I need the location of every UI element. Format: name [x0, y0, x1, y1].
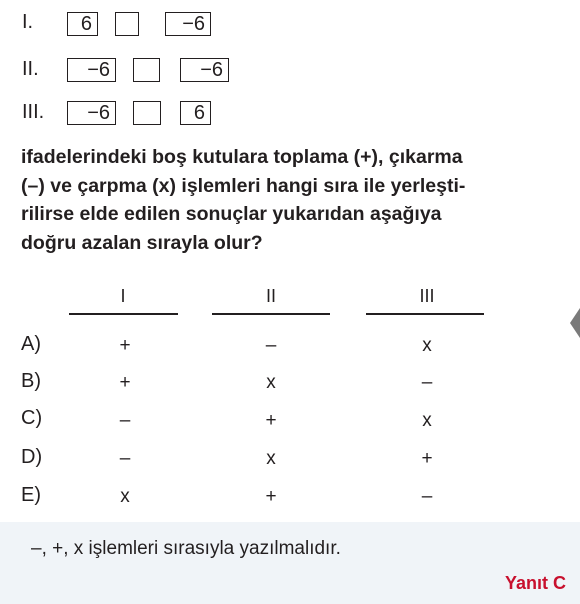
question-line: rilirse elde edilen sonuçlar yukarıdan aşağıya: [21, 203, 442, 225]
operator-symbol: +: [119, 335, 131, 356]
operator-symbol: +: [265, 410, 277, 431]
roman-label: I.: [22, 11, 34, 33]
roman-label: II.: [22, 58, 39, 80]
question-line: doğru azalan sırayla olur?: [21, 231, 263, 254]
empty-operator-box: [133, 101, 161, 125]
operator-symbol: x: [422, 410, 432, 431]
operator-symbol: –: [421, 372, 433, 393]
question-line: (–) ve çarpma (x) işlemleri hangi sıra ile yerleşti-: [21, 174, 466, 197]
operator-symbol: x: [120, 486, 130, 507]
operator-symbol: x: [422, 335, 432, 356]
empty-operator-box: [133, 58, 160, 82]
option-letter: B): [21, 370, 41, 392]
number-box: −6: [67, 101, 116, 125]
operator-symbol: –: [119, 448, 131, 469]
question-text: [21, 143, 571, 257]
column-header-i: I: [120, 286, 126, 306]
question-line: ifadelerindeki boş kutulara toplama (+), çıkarma: [21, 146, 463, 168]
operator-symbol: +: [421, 448, 433, 469]
number-box: −6: [67, 58, 116, 82]
column-divider: [212, 313, 330, 315]
number-box: −6: [180, 58, 229, 82]
number-box: −6: [165, 12, 211, 36]
page-tab-marker-icon: [570, 308, 580, 338]
operator-symbol: –: [421, 486, 433, 507]
number-box: 6: [180, 101, 211, 125]
column-header-iii: III: [419, 286, 435, 306]
operator-symbol: +: [265, 486, 277, 507]
roman-label: III.: [22, 101, 45, 123]
operator-symbol: x: [266, 372, 276, 393]
column-divider: [69, 313, 178, 315]
empty-operator-box: [115, 12, 139, 36]
option-letter: D): [21, 446, 43, 468]
explanation-text: –, +, x işlemleri sırasıyla yazılmalıdır.: [31, 538, 341, 559]
option-letter: C): [21, 407, 43, 429]
option-letter: A): [21, 333, 41, 355]
solution-panel: [0, 522, 580, 604]
operator-symbol: +: [119, 372, 131, 393]
option-letter: E): [21, 484, 41, 506]
number-box: 6: [67, 12, 98, 36]
operator-symbol: –: [265, 335, 277, 356]
answer-label: Yanıt C: [504, 573, 566, 593]
operator-symbol: –: [119, 410, 131, 431]
column-header-ii: II: [265, 286, 276, 306]
operator-symbol: x: [266, 448, 276, 469]
column-divider: [366, 313, 484, 315]
